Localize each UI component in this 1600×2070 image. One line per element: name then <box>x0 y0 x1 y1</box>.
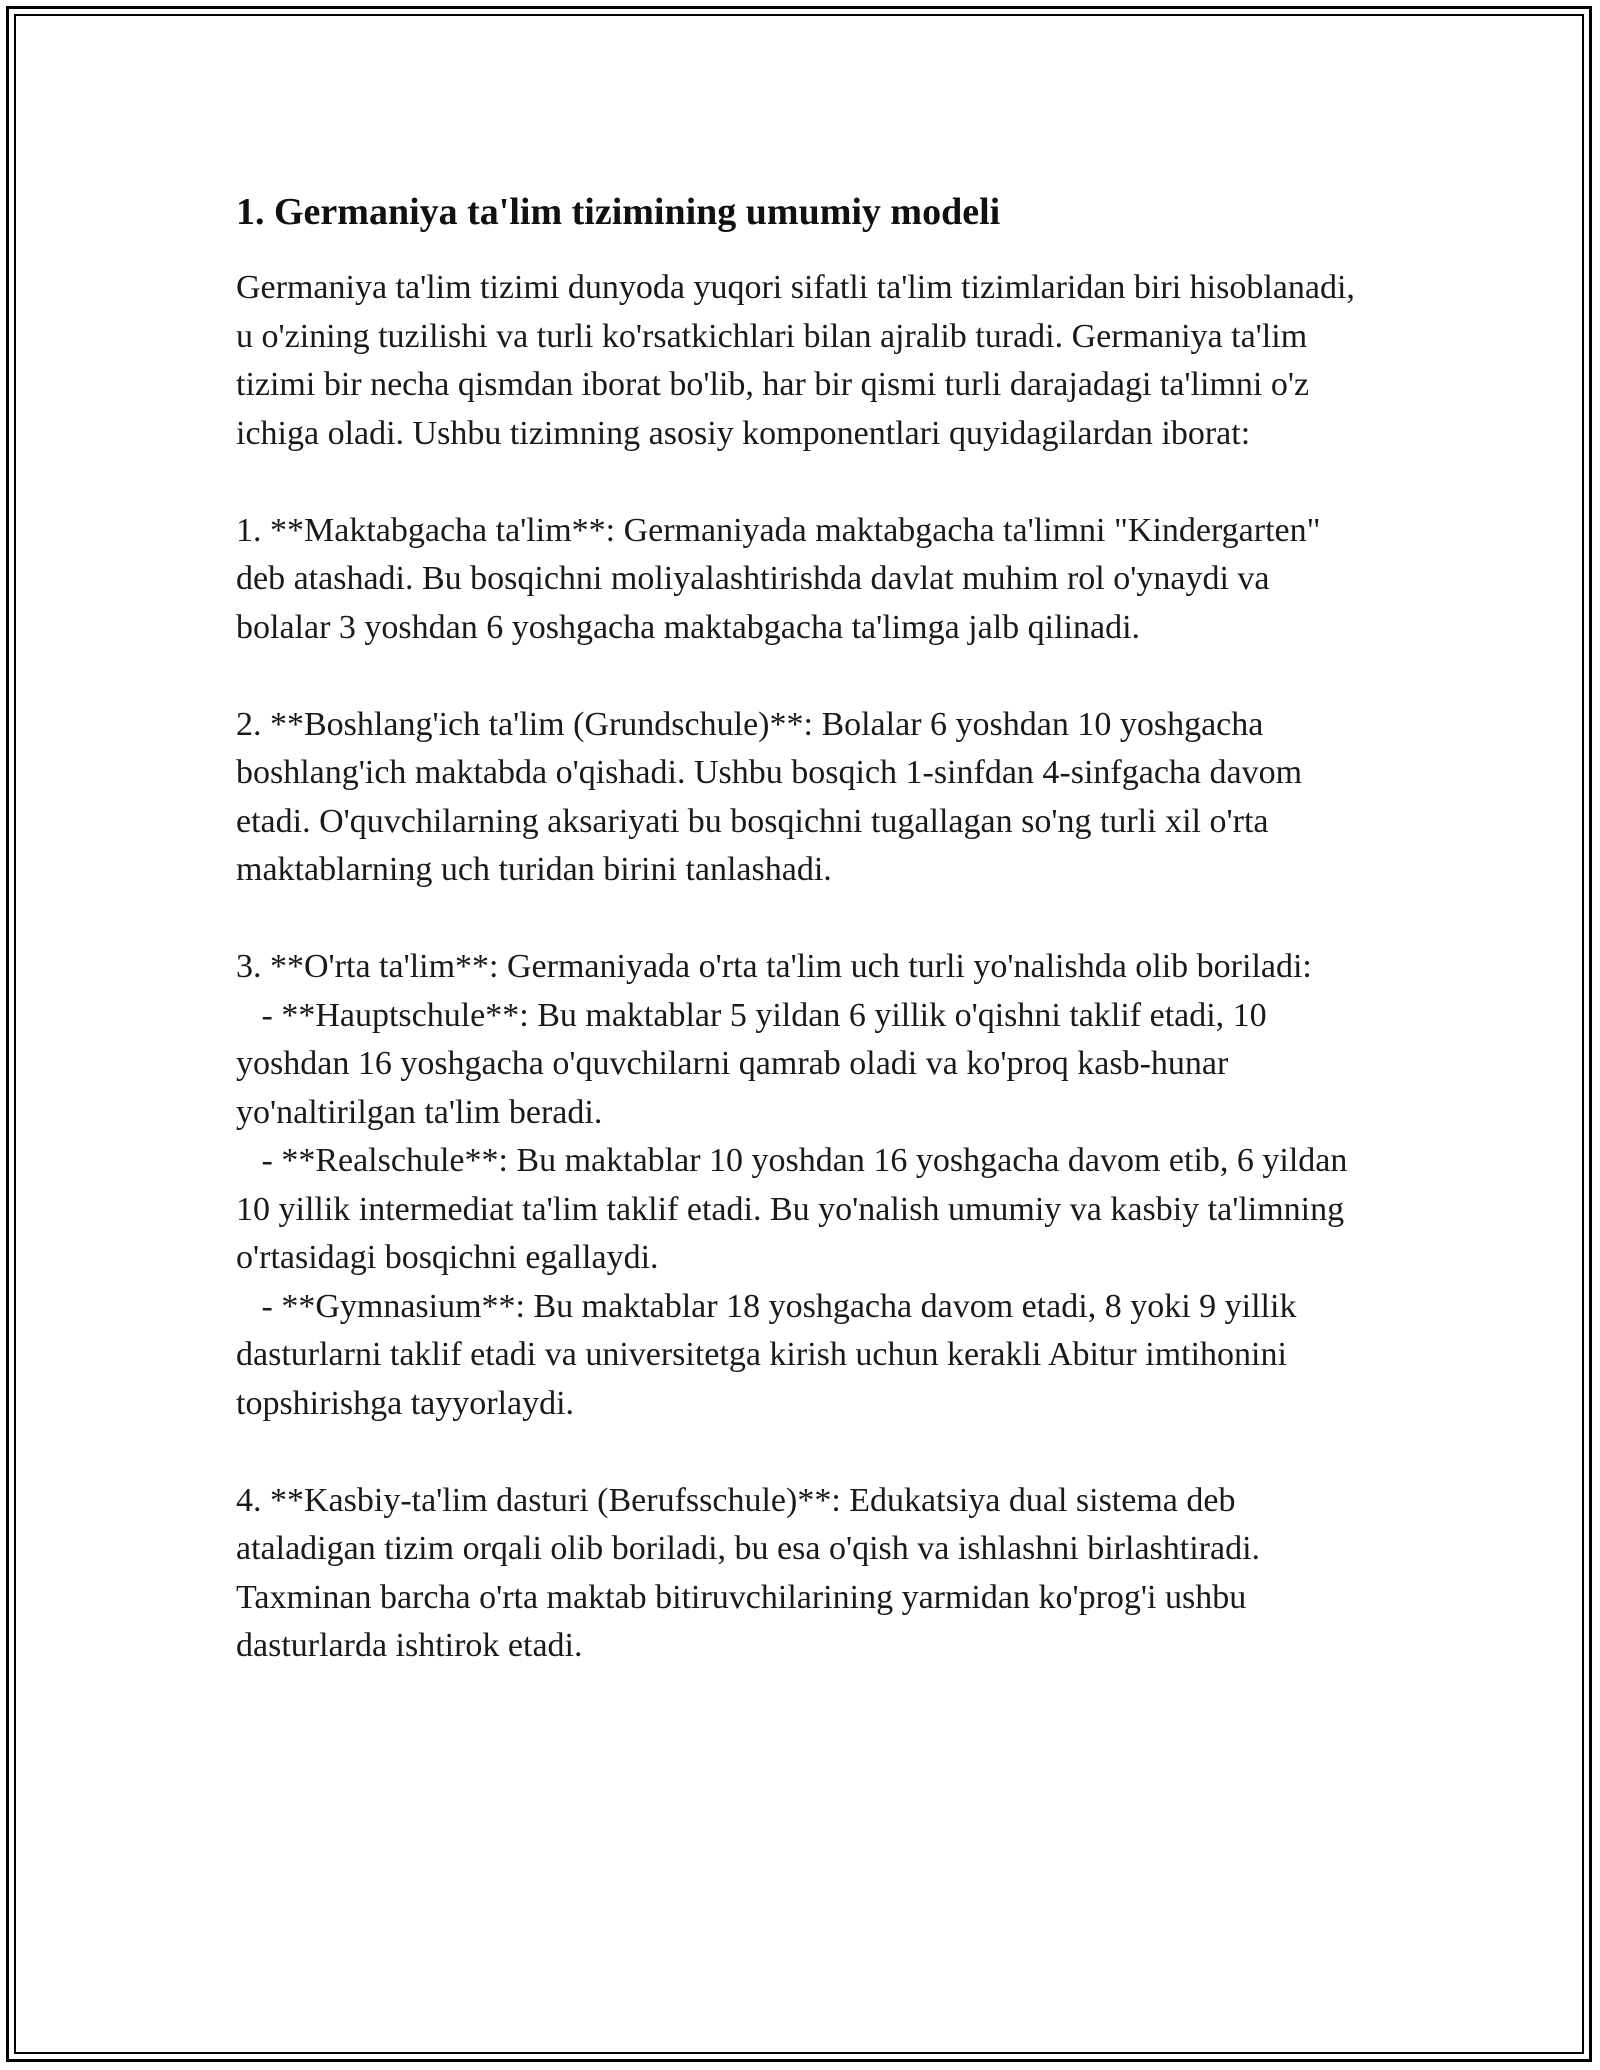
intro-paragraph: Germaniya ta'lim tizimi dunyoda yuqori sifatli ta'lim tizimlaridan biri hisoblanadi, u o'zining tuzilishi va turli ko'rsatkichlari bilan ajralib turadi. Germaniya ta'lim tizimi bir necha qismdan iborat bo'lib, har bir qismi turli darajadagi ta'limni o'z ichiga oladi. Ushbu tizimning asosiy komponentlari quyidagilardan iborat: <box>236 269 1364 452</box>
list-item-berufsschule: 4. **Kasbiy-ta'lim dasturi (Berufsschule)**: Edukatsiya dual sistema deb ataladigan tizim orqali olib boriladi, bu esa o'qish va ishlashni birlashtiradi. Taxminan barcha o'rta maktab bitiruvchilarining yarmidan ko'prog'i ushbu dasturlarda ishtirok etadi. <box>236 1481 1268 1664</box>
document-title: 1. Germaniya ta'lim tizimining umumiy modeli <box>236 191 1001 233</box>
list-item-kindergarten: 1. **Maktabgacha ta'lim**: Germaniyada maktabgacha ta'limni "Kindergarten" deb atashadi. Bu bosqichni moliyalashtirishda davlat muhim rol o'ynaydi va bolalar 3 yoshdan 6 yoshgacha maktabgacha ta'limga jalb qilinadi. <box>236 511 1330 646</box>
list-item-secondary: 3. **O'rta ta'lim**: Germaniyada o'rta ta'lim uch turli yo'nalishda olib boriladi: - **Hauptschule**: Bu maktablar 5 yildan 6 yillik o'qishni taklif etadi, 10 yoshdan 16 yoshgacha o'quvchilarni qamrab oladi va ko'proq kasb-hunar yo'naltirilgan ta'lim beradi. - **Realschule**: Bu maktablar 10 yoshdan 16 yoshgacha davom etib, 6 yildan 10 yillik intermediat ta'lim taklif etadi. Bu yo'nalish umumiy va kasbiy ta'limning o'rtasidagi bosqichni egallaydi. - **Gymnasium**: Bu maktablar 18 yoshgacha davom etadi, 8 yoki 9 yillik dasturlarni taklif etadi va universitetga kirish uchun kerakli Abitur imtihonini topshirishga tayyorlaydi. <box>236 948 1348 1422</box>
list-item-grundschule: 2. **Boshlang'ich ta'lim (Grundschule)**: Bolalar 6 yoshdan 10 yoshgacha boshlang'ich maktabda o'qishadi. Ushbu bosqich 1-sinfdan 4-sinfgacha davom etadi. O'quvchilarning aksariyati bu bosqichni tugallagan so'ng turli xil o'rta maktablarning uch turidan birini tanlashadi. <box>236 705 1311 888</box>
document-body <box>236 188 1366 1671</box>
